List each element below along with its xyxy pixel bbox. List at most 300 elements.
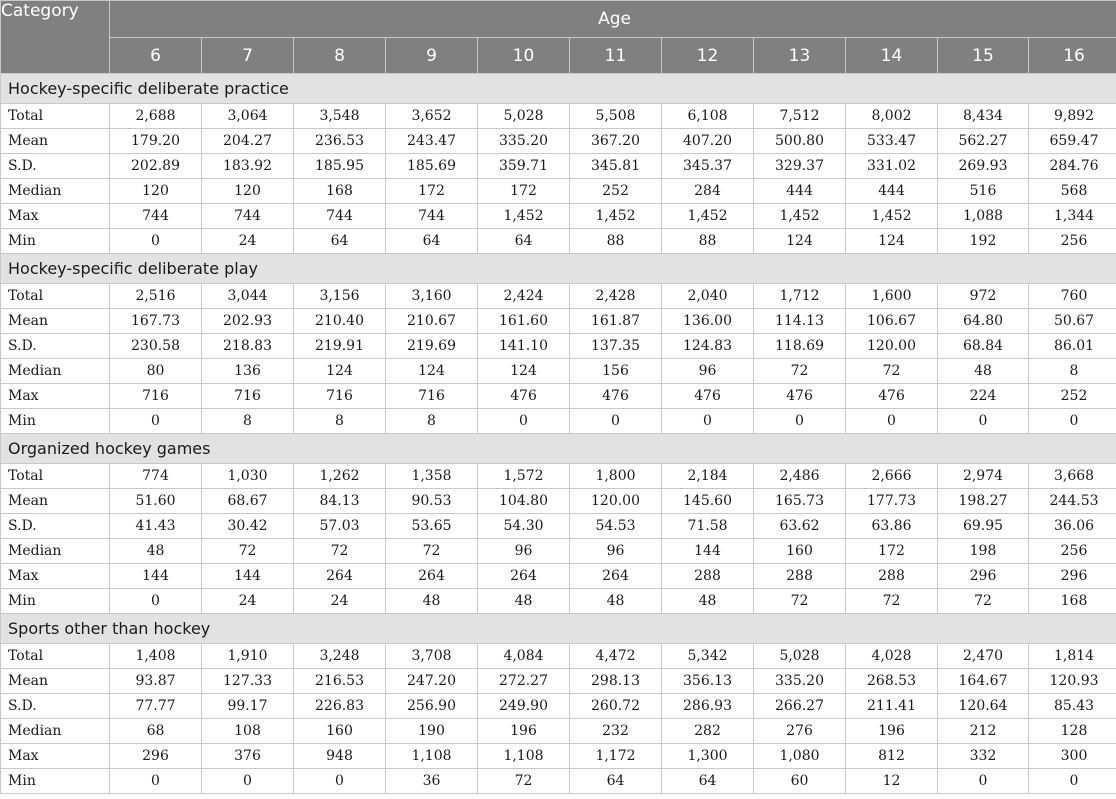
table-cell: 60 bbox=[754, 769, 846, 794]
table-cell: 24 bbox=[202, 589, 294, 614]
table-cell: 211.41 bbox=[846, 694, 938, 719]
section-title: Hockey-specific deliberate play bbox=[1, 254, 1116, 284]
table-cell: 1,712 bbox=[754, 284, 846, 309]
table-cell: 1,452 bbox=[570, 204, 662, 229]
table-cell: 2,470 bbox=[938, 644, 1029, 669]
table-cell: 72 bbox=[754, 589, 846, 614]
table-cell: 2,428 bbox=[570, 284, 662, 309]
table-cell: 8,434 bbox=[938, 104, 1029, 129]
table-cell: 190 bbox=[386, 719, 478, 744]
table-cell: 3,156 bbox=[294, 284, 386, 309]
table-cell: 0 bbox=[1029, 769, 1116, 794]
table-cell: 64 bbox=[478, 229, 570, 254]
table-cell: 1,600 bbox=[846, 284, 938, 309]
table-cell: 48 bbox=[570, 589, 662, 614]
table-row bbox=[1, 359, 1116, 384]
table-cell: 120.00 bbox=[846, 334, 938, 359]
table-cell: 476 bbox=[478, 384, 570, 409]
table-cell: 212 bbox=[938, 719, 1029, 744]
table-cell: 128 bbox=[1029, 719, 1116, 744]
table-cell: 2,516 bbox=[110, 284, 202, 309]
table-row bbox=[1, 769, 1116, 794]
age-header: Age bbox=[110, 1, 1116, 38]
table-cell: 0 bbox=[1029, 409, 1116, 434]
table-cell: 8 bbox=[386, 409, 478, 434]
table-cell: 24 bbox=[202, 229, 294, 254]
table-cell: 120.93 bbox=[1029, 669, 1116, 694]
age-column-header: 15 bbox=[938, 38, 1029, 74]
table-cell: 226.83 bbox=[294, 694, 386, 719]
table-cell: 85.43 bbox=[1029, 694, 1116, 719]
table-cell: 120 bbox=[110, 179, 202, 204]
table-cell: 48 bbox=[938, 359, 1029, 384]
category-header: Category bbox=[1, 1, 110, 74]
section-title: Sports other than hockey bbox=[1, 614, 1116, 644]
table-cell: 165.73 bbox=[754, 489, 846, 514]
table-cell: 2,184 bbox=[662, 464, 754, 489]
table-cell: 500.80 bbox=[754, 129, 846, 154]
table-cell: 264 bbox=[294, 564, 386, 589]
table-cell: 0 bbox=[202, 769, 294, 794]
table-row bbox=[1, 489, 1116, 514]
table-cell: 5,508 bbox=[570, 104, 662, 129]
table-cell: 120.64 bbox=[938, 694, 1029, 719]
table-cell: 8,002 bbox=[846, 104, 938, 129]
table-cell: 0 bbox=[570, 409, 662, 434]
table-cell: 0 bbox=[846, 409, 938, 434]
row-label: Mean bbox=[1, 669, 110, 694]
table-cell: 744 bbox=[386, 204, 478, 229]
table-cell: 2,040 bbox=[662, 284, 754, 309]
table-cell: 96 bbox=[570, 539, 662, 564]
table-cell: 1,172 bbox=[570, 744, 662, 769]
table-cell: 3,708 bbox=[386, 644, 478, 669]
age-column-header: 11 bbox=[570, 38, 662, 74]
table-cell: 64 bbox=[662, 769, 754, 794]
table-body bbox=[1, 74, 1116, 794]
table-cell: 50.67 bbox=[1029, 309, 1116, 334]
table-row bbox=[1, 564, 1116, 589]
table-cell: 812 bbox=[846, 744, 938, 769]
table-cell: 243.47 bbox=[386, 129, 478, 154]
row-label: Mean bbox=[1, 489, 110, 514]
row-label: S.D. bbox=[1, 694, 110, 719]
table-cell: 185.95 bbox=[294, 154, 386, 179]
table-cell: 1,300 bbox=[662, 744, 754, 769]
table-row bbox=[1, 694, 1116, 719]
table-cell: 64 bbox=[570, 769, 662, 794]
table-cell: 204.27 bbox=[202, 129, 294, 154]
row-label: Max bbox=[1, 384, 110, 409]
row-label: S.D. bbox=[1, 514, 110, 539]
table-cell: 3,652 bbox=[386, 104, 478, 129]
table-cell: 216.53 bbox=[294, 669, 386, 694]
table-cell: 533.47 bbox=[846, 129, 938, 154]
table-cell: 164.67 bbox=[938, 669, 1029, 694]
table-cell: 210.40 bbox=[294, 309, 386, 334]
table-cell: 356.13 bbox=[662, 669, 754, 694]
table-cell: 51.60 bbox=[110, 489, 202, 514]
table-cell: 476 bbox=[846, 384, 938, 409]
table-cell: 1,800 bbox=[570, 464, 662, 489]
table-cell: 264 bbox=[570, 564, 662, 589]
table-cell: 3,248 bbox=[294, 644, 386, 669]
table-cell: 244.53 bbox=[1029, 489, 1116, 514]
table-cell: 72 bbox=[294, 539, 386, 564]
table-cell: 7,512 bbox=[754, 104, 846, 129]
table-cell: 9,892 bbox=[1029, 104, 1116, 129]
table-cell: 296 bbox=[1029, 564, 1116, 589]
table-cell: 124 bbox=[478, 359, 570, 384]
row-label: Max bbox=[1, 744, 110, 769]
table-cell: 744 bbox=[294, 204, 386, 229]
table-cell: 48 bbox=[386, 589, 478, 614]
table-cell: 444 bbox=[754, 179, 846, 204]
table-cell: 516 bbox=[938, 179, 1029, 204]
table-cell: 1,408 bbox=[110, 644, 202, 669]
table-cell: 1,572 bbox=[478, 464, 570, 489]
table-cell: 219.91 bbox=[294, 334, 386, 359]
age-column-header: 10 bbox=[478, 38, 570, 74]
table-cell: 948 bbox=[294, 744, 386, 769]
table-cell: 84.13 bbox=[294, 489, 386, 514]
age-column-header: 14 bbox=[846, 38, 938, 74]
table-cell: 120 bbox=[202, 179, 294, 204]
row-label: Total bbox=[1, 644, 110, 669]
table-cell: 2,486 bbox=[754, 464, 846, 489]
table-cell: 64.80 bbox=[938, 309, 1029, 334]
table-cell: 12 bbox=[846, 769, 938, 794]
table-cell: 145.60 bbox=[662, 489, 754, 514]
table-row bbox=[1, 514, 1116, 539]
table-cell: 4,472 bbox=[570, 644, 662, 669]
table-cell: 1,452 bbox=[846, 204, 938, 229]
section-header-row bbox=[1, 434, 1116, 464]
table-cell: 276 bbox=[754, 719, 846, 744]
table-cell: 1,452 bbox=[662, 204, 754, 229]
table-cell: 54.53 bbox=[570, 514, 662, 539]
table-cell: 88 bbox=[662, 229, 754, 254]
table-cell: 716 bbox=[294, 384, 386, 409]
table-row bbox=[1, 719, 1116, 744]
table-cell: 2,688 bbox=[110, 104, 202, 129]
table-cell: 8 bbox=[1029, 359, 1116, 384]
table-cell: 136 bbox=[202, 359, 294, 384]
row-label: Total bbox=[1, 284, 110, 309]
table-cell: 72 bbox=[386, 539, 478, 564]
table-cell: 63.86 bbox=[846, 514, 938, 539]
table-cell: 0 bbox=[294, 769, 386, 794]
row-label: Median bbox=[1, 359, 110, 384]
row-label: Max bbox=[1, 564, 110, 589]
table-cell: 2,424 bbox=[478, 284, 570, 309]
table-cell: 716 bbox=[202, 384, 294, 409]
table-cell: 118.69 bbox=[754, 334, 846, 359]
table-cell: 160 bbox=[754, 539, 846, 564]
table-cell: 0 bbox=[662, 409, 754, 434]
table-cell: 48 bbox=[662, 589, 754, 614]
table-cell: 57.03 bbox=[294, 514, 386, 539]
table-cell: 5,342 bbox=[662, 644, 754, 669]
row-label: Min bbox=[1, 409, 110, 434]
table-cell: 476 bbox=[570, 384, 662, 409]
table-cell: 80 bbox=[110, 359, 202, 384]
table-cell: 3,668 bbox=[1029, 464, 1116, 489]
table-cell: 2,974 bbox=[938, 464, 1029, 489]
table-cell: 64 bbox=[386, 229, 478, 254]
table-cell: 1,452 bbox=[754, 204, 846, 229]
table-cell: 444 bbox=[846, 179, 938, 204]
table-cell: 24 bbox=[294, 589, 386, 614]
table-cell: 264 bbox=[386, 564, 478, 589]
table-cell: 64 bbox=[294, 229, 386, 254]
table-cell: 96 bbox=[478, 539, 570, 564]
table-cell: 6,108 bbox=[662, 104, 754, 129]
table-row bbox=[1, 744, 1116, 769]
table-cell: 72 bbox=[846, 589, 938, 614]
table-cell: 124.83 bbox=[662, 334, 754, 359]
table-cell: 93.87 bbox=[110, 669, 202, 694]
table-cell: 202.89 bbox=[110, 154, 202, 179]
table-cell: 202.93 bbox=[202, 309, 294, 334]
table-cell: 177.73 bbox=[846, 489, 938, 514]
table-cell: 144 bbox=[202, 564, 294, 589]
table-cell: 284.76 bbox=[1029, 154, 1116, 179]
table-cell: 236.53 bbox=[294, 129, 386, 154]
table-cell: 359.71 bbox=[478, 154, 570, 179]
table-cell: 296 bbox=[110, 744, 202, 769]
section-title: Hockey-specific deliberate practice bbox=[1, 74, 1116, 104]
row-label: Median bbox=[1, 179, 110, 204]
row-label: Total bbox=[1, 464, 110, 489]
table-cell: 168 bbox=[1029, 589, 1116, 614]
table-cell: 256 bbox=[1029, 229, 1116, 254]
table-cell: 272.27 bbox=[478, 669, 570, 694]
table-cell: 71.58 bbox=[662, 514, 754, 539]
table-cell: 86.01 bbox=[1029, 334, 1116, 359]
table-cell: 1,910 bbox=[202, 644, 294, 669]
table-cell: 0 bbox=[478, 409, 570, 434]
table-cell: 300 bbox=[1029, 744, 1116, 769]
table-cell: 476 bbox=[662, 384, 754, 409]
table-cell: 1,814 bbox=[1029, 644, 1116, 669]
table-cell: 345.37 bbox=[662, 154, 754, 179]
table-row bbox=[1, 384, 1116, 409]
table-cell: 72 bbox=[846, 359, 938, 384]
table-cell: 48 bbox=[110, 539, 202, 564]
section-header-row bbox=[1, 614, 1116, 644]
table-row bbox=[1, 589, 1116, 614]
table-cell: 288 bbox=[846, 564, 938, 589]
table-cell: 1,452 bbox=[478, 204, 570, 229]
table-cell: 331.02 bbox=[846, 154, 938, 179]
table-cell: 210.67 bbox=[386, 309, 478, 334]
table-cell: 99.17 bbox=[202, 694, 294, 719]
table-cell: 114.13 bbox=[754, 309, 846, 334]
table-cell: 124 bbox=[386, 359, 478, 384]
table-cell: 1,358 bbox=[386, 464, 478, 489]
table-cell: 1,088 bbox=[938, 204, 1029, 229]
table-row bbox=[1, 669, 1116, 694]
table-cell: 256.90 bbox=[386, 694, 478, 719]
age-column-header: 16 bbox=[1029, 38, 1116, 74]
table-cell: 0 bbox=[110, 589, 202, 614]
table-cell: 144 bbox=[662, 539, 754, 564]
table-cell: 53.65 bbox=[386, 514, 478, 539]
table-cell: 659.47 bbox=[1029, 129, 1116, 154]
table-cell: 252 bbox=[1029, 384, 1116, 409]
table-cell: 137.35 bbox=[570, 334, 662, 359]
age-column-header: 8 bbox=[294, 38, 386, 74]
table-cell: 284 bbox=[662, 179, 754, 204]
table-row bbox=[1, 644, 1116, 669]
table-cell: 3,064 bbox=[202, 104, 294, 129]
age-columns-row bbox=[1, 38, 1116, 74]
table-cell: 269.93 bbox=[938, 154, 1029, 179]
table-cell: 144 bbox=[110, 564, 202, 589]
table-cell: 124 bbox=[754, 229, 846, 254]
table-cell: 68 bbox=[110, 719, 202, 744]
table-cell: 266.27 bbox=[754, 694, 846, 719]
table-cell: 3,044 bbox=[202, 284, 294, 309]
table-cell: 1,262 bbox=[294, 464, 386, 489]
table-cell: 230.58 bbox=[110, 334, 202, 359]
table-cell: 0 bbox=[938, 769, 1029, 794]
table-cell: 247.20 bbox=[386, 669, 478, 694]
table-cell: 972 bbox=[938, 284, 1029, 309]
table-cell: 1,080 bbox=[754, 744, 846, 769]
table-cell: 30.42 bbox=[202, 514, 294, 539]
table-cell: 1,030 bbox=[202, 464, 294, 489]
row-label: Median bbox=[1, 719, 110, 744]
row-label: Total bbox=[1, 104, 110, 129]
table-cell: 198 bbox=[938, 539, 1029, 564]
age-column-header: 6 bbox=[110, 38, 202, 74]
table-cell: 3,548 bbox=[294, 104, 386, 129]
section-header-row bbox=[1, 74, 1116, 104]
table-row bbox=[1, 284, 1116, 309]
table-cell: 568 bbox=[1029, 179, 1116, 204]
table-cell: 1,344 bbox=[1029, 204, 1116, 229]
table-row bbox=[1, 409, 1116, 434]
table-cell: 2,666 bbox=[846, 464, 938, 489]
table-cell: 88 bbox=[570, 229, 662, 254]
age-column-header: 7 bbox=[202, 38, 294, 74]
table-cell: 198.27 bbox=[938, 489, 1029, 514]
table-cell: 335.20 bbox=[754, 669, 846, 694]
table-cell: 156 bbox=[570, 359, 662, 384]
table-cell: 4,028 bbox=[846, 644, 938, 669]
section-title: Organized hockey games bbox=[1, 434, 1116, 464]
table-cell: 196 bbox=[846, 719, 938, 744]
table-cell: 332 bbox=[938, 744, 1029, 769]
table-cell: 296 bbox=[938, 564, 1029, 589]
age-column-header: 12 bbox=[662, 38, 754, 74]
table-cell: 196 bbox=[478, 719, 570, 744]
table-cell: 90.53 bbox=[386, 489, 478, 514]
table-cell: 8 bbox=[202, 409, 294, 434]
table-cell: 774 bbox=[110, 464, 202, 489]
table-cell: 744 bbox=[202, 204, 294, 229]
row-label: Min bbox=[1, 769, 110, 794]
table-cell: 5,028 bbox=[754, 644, 846, 669]
table-cell: 120.00 bbox=[570, 489, 662, 514]
table-cell: 68.84 bbox=[938, 334, 1029, 359]
table-cell: 298.13 bbox=[570, 669, 662, 694]
table-cell: 161.87 bbox=[570, 309, 662, 334]
table-cell: 8 bbox=[294, 409, 386, 434]
table-cell: 68.67 bbox=[202, 489, 294, 514]
table-cell: 69.95 bbox=[938, 514, 1029, 539]
table-cell: 172 bbox=[478, 179, 570, 204]
table-cell: 124 bbox=[846, 229, 938, 254]
table-row bbox=[1, 309, 1116, 334]
table-cell: 36 bbox=[386, 769, 478, 794]
table-cell: 168 bbox=[294, 179, 386, 204]
table-cell: 219.69 bbox=[386, 334, 478, 359]
table-cell: 288 bbox=[662, 564, 754, 589]
row-label: Median bbox=[1, 539, 110, 564]
table-cell: 335.20 bbox=[478, 129, 570, 154]
table-cell: 0 bbox=[754, 409, 846, 434]
table-row bbox=[1, 334, 1116, 359]
table-cell: 185.69 bbox=[386, 154, 478, 179]
table-cell: 1,108 bbox=[478, 744, 570, 769]
table-cell: 232 bbox=[570, 719, 662, 744]
table-cell: 108 bbox=[202, 719, 294, 744]
table-cell: 476 bbox=[754, 384, 846, 409]
table-cell: 192 bbox=[938, 229, 1029, 254]
table-cell: 41.43 bbox=[110, 514, 202, 539]
table-cell: 0 bbox=[110, 409, 202, 434]
table-cell: 329.37 bbox=[754, 154, 846, 179]
table-cell: 48 bbox=[478, 589, 570, 614]
table-row bbox=[1, 129, 1116, 154]
table-cell: 288 bbox=[754, 564, 846, 589]
table-row bbox=[1, 154, 1116, 179]
table-cell: 376 bbox=[202, 744, 294, 769]
table-cell: 282 bbox=[662, 719, 754, 744]
table-cell: 172 bbox=[846, 539, 938, 564]
table-row bbox=[1, 539, 1116, 564]
age-column-header: 13 bbox=[754, 38, 846, 74]
table-cell: 77.77 bbox=[110, 694, 202, 719]
table-cell: 562.27 bbox=[938, 129, 1029, 154]
table-cell: 0 bbox=[110, 769, 202, 794]
table-cell: 104.80 bbox=[478, 489, 570, 514]
table-cell: 264 bbox=[478, 564, 570, 589]
table-cell: 183.92 bbox=[202, 154, 294, 179]
table-cell: 161.60 bbox=[478, 309, 570, 334]
table-cell: 1,108 bbox=[386, 744, 478, 769]
table-cell: 256 bbox=[1029, 539, 1116, 564]
table-cell: 744 bbox=[110, 204, 202, 229]
table-cell: 179.20 bbox=[110, 129, 202, 154]
table-cell: 127.33 bbox=[202, 669, 294, 694]
row-label: S.D. bbox=[1, 154, 110, 179]
row-label: Min bbox=[1, 229, 110, 254]
table-cell: 172 bbox=[386, 179, 478, 204]
table-cell: 716 bbox=[386, 384, 478, 409]
table-cell: 4,084 bbox=[478, 644, 570, 669]
table-cell: 72 bbox=[478, 769, 570, 794]
age-column-header: 9 bbox=[386, 38, 478, 74]
table-cell: 252 bbox=[570, 179, 662, 204]
table-cell: 54.30 bbox=[478, 514, 570, 539]
table-cell: 72 bbox=[202, 539, 294, 564]
table-cell: 218.83 bbox=[202, 334, 294, 359]
table-cell: 63.62 bbox=[754, 514, 846, 539]
